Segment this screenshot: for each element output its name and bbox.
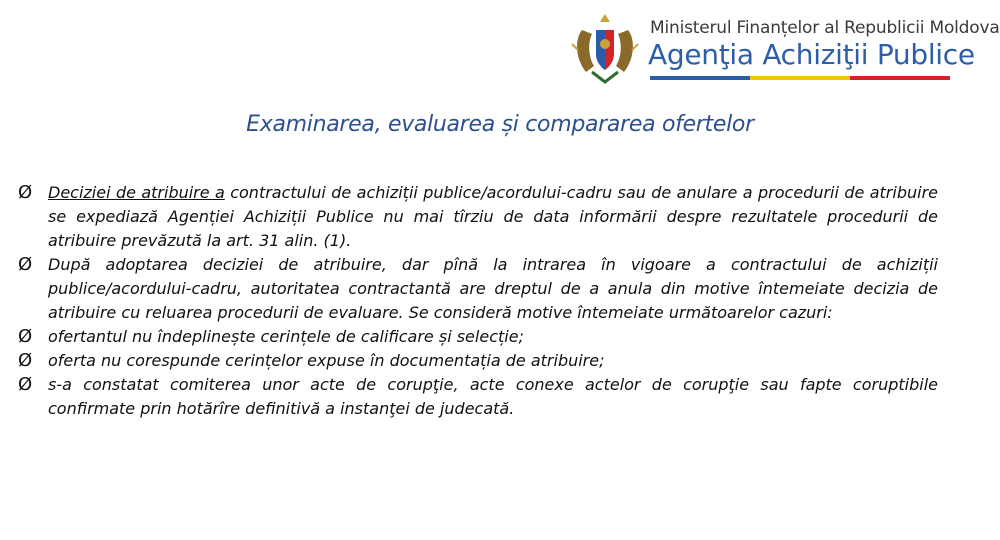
list-item — [18, 349, 938, 373]
agency-name: Agenţia Achiziţii Publice — [648, 38, 975, 71]
list-item-text: contractului de achiziții publice/acordului-cadru sau de anulare a procedurii de atribuire se expediază Agenției Achiziții Publice nu mai tîrziu de data informării despre rezultatele procedurii de atribuire prevăzută la art. 31 alin. (1). — [48, 183, 938, 250]
agency-logo — [570, 8, 1000, 90]
list-item — [18, 181, 938, 253]
stripe-blue — [650, 76, 750, 80]
coat-of-arms-icon — [570, 10, 640, 88]
arrow-bullet-icon: Ø — [18, 254, 33, 275]
list-item-text: ofertantul nu îndeplinește cerințele de calificare și selecție; — [48, 327, 524, 346]
page-title: Examinarea, evaluarea și compararea ofertelor — [246, 112, 754, 137]
list-item — [18, 373, 938, 421]
arrow-bullet-icon: Ø — [18, 374, 33, 395]
arrow-bullet-icon: Ø — [18, 350, 33, 371]
list-item-text: oferta nu corespunde cerințelor expuse în documentația de atribuire; — [48, 351, 605, 370]
ministry-name: Ministerul Finanțelor al Republicii Moldova — [650, 18, 1000, 38]
arrow-bullet-icon: Ø — [18, 326, 33, 347]
list-item-text: După adoptarea deciziei de atribuire, dar pînă la intrarea în vigoare a contractului de achiziții publice/acordului-cadru, autoritatea contractantă are dreptul de a anula din motive întemeiate decizia de atribuire cu reluarea procedurii de evaluare. Se consideră motive întemeiate următoarelor cazuri: — [48, 255, 938, 322]
list-item — [18, 253, 938, 325]
tricolor-stripe — [650, 76, 950, 80]
list-item-text: s-a constatat comiterea unor acte de corupţie, acte conexe actelor de corupţie sau fapte coruptibile confirmate prin hotărîre definitivă a instanţei de judecată. — [48, 375, 938, 418]
stripe-red — [850, 76, 950, 80]
stripe-yellow — [750, 76, 850, 80]
underlined-text: Deciziei de atribuire a — [48, 183, 225, 202]
bullet-list — [18, 181, 938, 421]
list-item — [18, 325, 938, 349]
arrow-bullet-icon: Ø — [18, 182, 33, 203]
